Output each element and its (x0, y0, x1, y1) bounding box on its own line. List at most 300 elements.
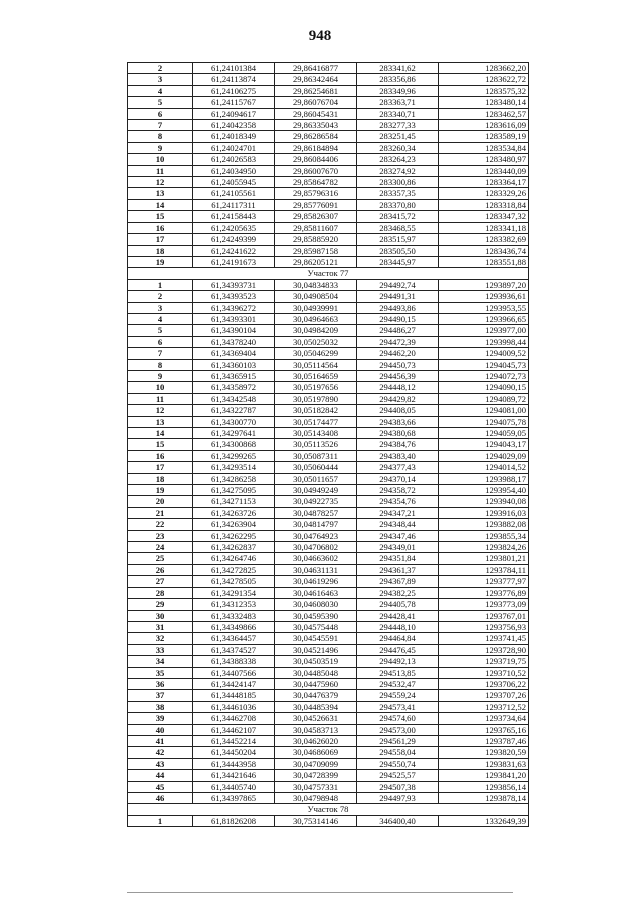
point-number-cell: 21 (128, 507, 193, 518)
x-coordinate-cell: 294428,41 (357, 610, 439, 621)
point-number-cell: 13 (128, 416, 193, 427)
longitude-cell: 30,05113526 (275, 439, 357, 450)
latitude-cell: 61,24106275 (193, 85, 275, 96)
longitude-cell: 30,05114564 (275, 359, 357, 370)
latitude-cell: 61,34424147 (193, 678, 275, 689)
longitude-cell: 30,05087311 (275, 450, 357, 461)
y-coordinate-cell: 1283364,17 (439, 177, 529, 188)
longitude-cell: 30,04834833 (275, 279, 357, 290)
x-coordinate-cell: 283515,97 (357, 234, 439, 245)
table-row (128, 519, 529, 530)
x-coordinate-cell: 294367,89 (357, 576, 439, 587)
table-row (128, 245, 529, 256)
point-number-cell: 11 (128, 165, 193, 176)
x-coordinate-cell: 283363,71 (357, 97, 439, 108)
point-number-cell: 12 (128, 177, 193, 188)
x-coordinate-cell: 294354,76 (357, 496, 439, 507)
point-number-cell: 15 (128, 439, 193, 450)
y-coordinate-cell: 1293777,97 (439, 576, 529, 587)
y-coordinate-cell: 1293856,14 (439, 781, 529, 792)
longitude-cell: 30,04475960 (275, 678, 357, 689)
y-coordinate-cell: 1293756,93 (439, 621, 529, 632)
longitude-cell: 29,86045431 (275, 108, 357, 119)
longitude-cell: 30,04608030 (275, 599, 357, 610)
point-number-cell: 39 (128, 713, 193, 724)
longitude-cell: 30,04476379 (275, 690, 357, 701)
point-number-cell: 40 (128, 724, 193, 735)
latitude-cell: 61,34299265 (193, 450, 275, 461)
point-number-cell: 12 (128, 405, 193, 416)
y-coordinate-cell: 1293855,34 (439, 530, 529, 541)
table-row (128, 793, 529, 804)
point-number-cell: 28 (128, 587, 193, 598)
table-row (128, 770, 529, 781)
y-coordinate-cell: 1283347,32 (439, 211, 529, 222)
y-coordinate-cell: 1283616,09 (439, 120, 529, 131)
table-row (128, 165, 529, 176)
point-number-cell: 22 (128, 519, 193, 530)
x-coordinate-cell: 294558,04 (357, 747, 439, 758)
longitude-cell: 30,05011657 (275, 473, 357, 484)
x-coordinate-cell: 294491,31 (357, 291, 439, 302)
point-number-cell: 10 (128, 382, 193, 393)
point-number-cell: 9 (128, 370, 193, 381)
y-coordinate-cell: 1294081,00 (439, 405, 529, 416)
x-coordinate-cell: 294525,57 (357, 770, 439, 781)
longitude-cell: 30,04878257 (275, 507, 357, 518)
longitude-cell: 29,85885920 (275, 234, 357, 245)
table-row (128, 735, 529, 746)
y-coordinate-cell: 1293988,17 (439, 473, 529, 484)
latitude-cell: 61,34374527 (193, 644, 275, 655)
latitude-cell: 61,34291354 (193, 587, 275, 598)
x-coordinate-cell: 294348,44 (357, 519, 439, 530)
x-coordinate-cell: 294493,86 (357, 302, 439, 313)
longitude-cell: 30,05143408 (275, 428, 357, 439)
table-row (128, 74, 529, 85)
table-row (128, 405, 529, 416)
latitude-cell: 61,24024701 (193, 142, 275, 153)
table-row (128, 701, 529, 712)
y-coordinate-cell: 1283318,84 (439, 199, 529, 210)
table-row (128, 690, 529, 701)
longitude-cell: 30,04706802 (275, 542, 357, 553)
latitude-cell: 61,34360103 (193, 359, 275, 370)
latitude-cell: 61,24115767 (193, 97, 275, 108)
longitude-cell: 30,04922735 (275, 496, 357, 507)
longitude-cell: 30,05174477 (275, 416, 357, 427)
y-coordinate-cell: 1283440,09 (439, 165, 529, 176)
longitude-cell: 30,04545591 (275, 633, 357, 644)
longitude-cell: 29,85776091 (275, 199, 357, 210)
y-coordinate-cell: 1283622,72 (439, 74, 529, 85)
point-number-cell: 2 (128, 63, 193, 74)
point-number-cell: 38 (128, 701, 193, 712)
table-row (128, 747, 529, 758)
latitude-cell: 61,24205635 (193, 222, 275, 233)
longitude-cell: 30,05197656 (275, 382, 357, 393)
point-number-cell: 18 (128, 473, 193, 484)
longitude-cell: 30,05182842 (275, 405, 357, 416)
y-coordinate-cell: 1294029,09 (439, 450, 529, 461)
y-coordinate-cell: 1283480,14 (439, 97, 529, 108)
x-coordinate-cell: 294497,93 (357, 793, 439, 804)
point-number-cell: 15 (128, 211, 193, 222)
point-number-cell: 14 (128, 428, 193, 439)
y-coordinate-cell: 1293916,03 (439, 507, 529, 518)
x-coordinate-cell: 294513,85 (357, 667, 439, 678)
x-coordinate-cell: 283505,50 (357, 245, 439, 256)
point-number-cell: 16 (128, 450, 193, 461)
longitude-cell: 29,85987158 (275, 245, 357, 256)
table-row (128, 815, 529, 826)
point-number-cell: 1 (128, 815, 193, 826)
point-number-cell: 31 (128, 621, 193, 632)
y-coordinate-cell: 1293728,90 (439, 644, 529, 655)
page-number: 948 (308, 28, 332, 44)
longitude-cell: 30,05060444 (275, 462, 357, 473)
y-coordinate-cell: 1293831,63 (439, 758, 529, 769)
longitude-cell: 30,04709099 (275, 758, 357, 769)
table-row (128, 644, 529, 655)
section-header-row (128, 804, 529, 815)
point-number-cell: 27 (128, 576, 193, 587)
table-row (128, 120, 529, 131)
x-coordinate-cell: 294347,21 (357, 507, 439, 518)
x-coordinate-cell: 283356,86 (357, 74, 439, 85)
table-row (128, 485, 529, 496)
latitude-cell: 61,34443958 (193, 758, 275, 769)
x-coordinate-cell: 294358,72 (357, 485, 439, 496)
latitude-cell: 61,34271153 (193, 496, 275, 507)
table-row (128, 234, 529, 245)
latitude-cell: 61,34278505 (193, 576, 275, 587)
point-number-cell: 35 (128, 667, 193, 678)
x-coordinate-cell: 283264,23 (357, 154, 439, 165)
table-row (128, 450, 529, 461)
y-coordinate-cell: 1293784,11 (439, 564, 529, 575)
y-coordinate-cell: 1294009,52 (439, 348, 529, 359)
longitude-cell: 29,85864782 (275, 177, 357, 188)
point-number-cell: 7 (128, 348, 193, 359)
table-row (128, 131, 529, 142)
latitude-cell: 61,24241622 (193, 245, 275, 256)
latitude-cell: 61,34378240 (193, 336, 275, 347)
latitude-cell: 61,34275095 (193, 485, 275, 496)
x-coordinate-cell: 294384,76 (357, 439, 439, 450)
x-coordinate-cell: 283468,55 (357, 222, 439, 233)
table-row (128, 108, 529, 119)
x-coordinate-cell: 294349,01 (357, 542, 439, 553)
longitude-cell: 29,86007670 (275, 165, 357, 176)
x-coordinate-cell: 294383,40 (357, 450, 439, 461)
y-coordinate-cell: 1294045,73 (439, 359, 529, 370)
x-coordinate-cell: 283300,86 (357, 177, 439, 188)
longitude-cell: 30,04595390 (275, 610, 357, 621)
table-row (128, 199, 529, 210)
latitude-cell: 61,24055945 (193, 177, 275, 188)
latitude-cell: 61,34462107 (193, 724, 275, 735)
point-number-cell: 43 (128, 758, 193, 769)
table-row (128, 542, 529, 553)
y-coordinate-cell: 1293773,09 (439, 599, 529, 610)
table-row (128, 256, 529, 267)
x-coordinate-cell: 294448,10 (357, 621, 439, 632)
point-number-cell: 23 (128, 530, 193, 541)
table-row (128, 370, 529, 381)
table-row (128, 587, 529, 598)
table-row (128, 667, 529, 678)
section-title: Участок 77 (128, 268, 529, 279)
latitude-cell: 61,34264746 (193, 553, 275, 564)
table-row (128, 724, 529, 735)
x-coordinate-cell: 294405,78 (357, 599, 439, 610)
latitude-cell: 61,34263726 (193, 507, 275, 518)
longitude-cell: 30,04626020 (275, 735, 357, 746)
latitude-cell: 61,34448185 (193, 690, 275, 701)
longitude-cell: 30,04583713 (275, 724, 357, 735)
x-coordinate-cell: 294476,45 (357, 644, 439, 655)
point-number-cell: 41 (128, 735, 193, 746)
longitude-cell: 29,85826307 (275, 211, 357, 222)
y-coordinate-cell: 1294075,78 (439, 416, 529, 427)
x-coordinate-cell: 294408,05 (357, 405, 439, 416)
longitude-cell: 30,04619296 (275, 576, 357, 587)
latitude-cell: 61,34393301 (193, 313, 275, 324)
x-coordinate-cell: 294507,38 (357, 781, 439, 792)
x-coordinate-cell: 283274,92 (357, 165, 439, 176)
longitude-cell: 29,86205121 (275, 256, 357, 267)
latitude-cell: 61,34272825 (193, 564, 275, 575)
latitude-cell: 61,34405740 (193, 781, 275, 792)
y-coordinate-cell: 1294043,17 (439, 439, 529, 450)
y-coordinate-cell: 1294072,73 (439, 370, 529, 381)
table-row (128, 188, 529, 199)
latitude-cell: 61,24034950 (193, 165, 275, 176)
point-number-cell: 33 (128, 644, 193, 655)
latitude-cell: 61,24026583 (193, 154, 275, 165)
table-row (128, 428, 529, 439)
point-number-cell: 4 (128, 313, 193, 324)
table-row (128, 416, 529, 427)
table-row (128, 336, 529, 347)
y-coordinate-cell: 1293776,89 (439, 587, 529, 598)
table-row (128, 633, 529, 644)
y-coordinate-cell: 1293706,22 (439, 678, 529, 689)
x-coordinate-cell: 283251,45 (357, 131, 439, 142)
table-row (128, 553, 529, 564)
point-number-cell: 7 (128, 120, 193, 131)
table-row (128, 85, 529, 96)
longitude-cell: 30,04663602 (275, 553, 357, 564)
longitude-cell: 29,86076704 (275, 97, 357, 108)
longitude-cell: 30,05164659 (275, 370, 357, 381)
latitude-cell: 61,34396272 (193, 302, 275, 313)
latitude-cell: 61,34332483 (193, 610, 275, 621)
y-coordinate-cell: 1293734,64 (439, 713, 529, 724)
table-row (128, 279, 529, 290)
table-row (128, 507, 529, 518)
point-number-cell: 8 (128, 359, 193, 370)
latitude-cell: 61,34342548 (193, 393, 275, 404)
table-row (128, 564, 529, 575)
point-number-cell: 18 (128, 245, 193, 256)
table-row (128, 222, 529, 233)
x-coordinate-cell: 283340,71 (357, 108, 439, 119)
longitude-cell: 30,04908504 (275, 291, 357, 302)
table-row (128, 439, 529, 450)
longitude-cell: 29,86416877 (275, 63, 357, 74)
point-number-cell: 45 (128, 781, 193, 792)
longitude-cell: 30,04764923 (275, 530, 357, 541)
latitude-cell: 61,34393731 (193, 279, 275, 290)
table-row (128, 177, 529, 188)
y-coordinate-cell: 1283534,84 (439, 142, 529, 153)
latitude-cell: 61,34365915 (193, 370, 275, 381)
point-number-cell: 2 (128, 291, 193, 302)
point-number-cell: 42 (128, 747, 193, 758)
x-coordinate-cell: 283357,35 (357, 188, 439, 199)
y-coordinate-cell: 1293954,40 (439, 485, 529, 496)
table-row (128, 496, 529, 507)
longitude-cell: 29,86254681 (275, 85, 357, 96)
x-coordinate-cell: 294561,29 (357, 735, 439, 746)
latitude-cell: 61,24101384 (193, 63, 275, 74)
point-number-cell: 19 (128, 256, 193, 267)
x-coordinate-cell: 294462,20 (357, 348, 439, 359)
point-number-cell: 5 (128, 97, 193, 108)
point-number-cell: 13 (128, 188, 193, 199)
coordinates-table (127, 62, 529, 827)
point-number-cell: 26 (128, 564, 193, 575)
y-coordinate-cell: 1293707,26 (439, 690, 529, 701)
x-coordinate-cell: 294550,74 (357, 758, 439, 769)
point-number-cell: 11 (128, 393, 193, 404)
latitude-cell: 61,34452214 (193, 735, 275, 746)
table-row (128, 325, 529, 336)
longitude-cell: 30,04984209 (275, 325, 357, 336)
point-number-cell: 46 (128, 793, 193, 804)
latitude-cell: 61,34450204 (193, 747, 275, 758)
table-row (128, 576, 529, 587)
longitude-cell: 30,04814797 (275, 519, 357, 530)
point-number-cell: 20 (128, 496, 193, 507)
table-row (128, 621, 529, 632)
point-number-cell: 25 (128, 553, 193, 564)
x-coordinate-cell: 294490,15 (357, 313, 439, 324)
section-header-row (128, 268, 529, 279)
latitude-cell: 61,24158443 (193, 211, 275, 222)
latitude-cell: 61,34407566 (193, 667, 275, 678)
y-coordinate-cell: 1293787,46 (439, 735, 529, 746)
latitude-cell: 61,34312353 (193, 599, 275, 610)
y-coordinate-cell: 1293801,21 (439, 553, 529, 564)
latitude-cell: 61,34293514 (193, 462, 275, 473)
x-coordinate-cell: 294456,39 (357, 370, 439, 381)
y-coordinate-cell: 1332649,39 (439, 815, 529, 826)
x-coordinate-cell: 294492,74 (357, 279, 439, 290)
x-coordinate-cell: 283277,33 (357, 120, 439, 131)
latitude-cell: 61,34262295 (193, 530, 275, 541)
longitude-cell: 30,05025032 (275, 336, 357, 347)
y-coordinate-cell: 1283480,97 (439, 154, 529, 165)
longitude-cell: 30,04949249 (275, 485, 357, 496)
longitude-cell: 30,05046299 (275, 348, 357, 359)
latitude-cell: 61,24249399 (193, 234, 275, 245)
longitude-cell: 30,04631131 (275, 564, 357, 575)
longitude-cell: 29,86184894 (275, 142, 357, 153)
point-number-cell: 10 (128, 154, 193, 165)
y-coordinate-cell: 1283382,69 (439, 234, 529, 245)
x-coordinate-cell: 294351,84 (357, 553, 439, 564)
table-row (128, 462, 529, 473)
x-coordinate-cell: 294361,37 (357, 564, 439, 575)
y-coordinate-cell: 1293953,55 (439, 302, 529, 313)
x-coordinate-cell: 283445,97 (357, 256, 439, 267)
latitude-cell: 61,34397865 (193, 793, 275, 804)
section-title: Участок 78 (128, 804, 529, 815)
longitude-cell: 30,75314146 (275, 815, 357, 826)
longitude-cell: 29,86084406 (275, 154, 357, 165)
longitude-cell: 29,86342464 (275, 74, 357, 85)
point-number-cell: 29 (128, 599, 193, 610)
table-row (128, 211, 529, 222)
point-number-cell: 14 (128, 199, 193, 210)
y-coordinate-cell: 1294059,05 (439, 428, 529, 439)
table-row (128, 302, 529, 313)
table-row (128, 291, 529, 302)
latitude-cell: 61,34462708 (193, 713, 275, 724)
y-coordinate-cell: 1283436,74 (439, 245, 529, 256)
longitude-cell: 30,04521496 (275, 644, 357, 655)
point-number-cell: 17 (128, 462, 193, 473)
longitude-cell: 30,04757331 (275, 781, 357, 792)
latitude-cell: 61,34390104 (193, 325, 275, 336)
longitude-cell: 30,04485048 (275, 667, 357, 678)
point-number-cell: 36 (128, 678, 193, 689)
x-coordinate-cell: 294464,84 (357, 633, 439, 644)
y-coordinate-cell: 1283462,57 (439, 108, 529, 119)
y-coordinate-cell: 1293966,65 (439, 313, 529, 324)
longitude-cell: 30,04485394 (275, 701, 357, 712)
x-coordinate-cell: 294450,73 (357, 359, 439, 370)
x-coordinate-cell: 294486,27 (357, 325, 439, 336)
y-coordinate-cell: 1283589,19 (439, 131, 529, 142)
longitude-cell: 30,04728399 (275, 770, 357, 781)
latitude-cell: 61,24113874 (193, 74, 275, 85)
table-row (128, 473, 529, 484)
y-coordinate-cell: 1293977,00 (439, 325, 529, 336)
table-row (128, 97, 529, 108)
point-number-cell: 4 (128, 85, 193, 96)
point-number-cell: 32 (128, 633, 193, 644)
latitude-cell: 61,34364457 (193, 633, 275, 644)
y-coordinate-cell: 1293765,16 (439, 724, 529, 735)
latitude-cell: 61,24042358 (193, 120, 275, 131)
point-number-cell: 8 (128, 131, 193, 142)
x-coordinate-cell: 294429,82 (357, 393, 439, 404)
latitude-cell: 61,34262837 (193, 542, 275, 553)
longitude-cell: 29,85796316 (275, 188, 357, 199)
x-coordinate-cell: 294370,14 (357, 473, 439, 484)
y-coordinate-cell: 1293882,08 (439, 519, 529, 530)
latitude-cell: 61,81826208 (193, 815, 275, 826)
table-row (128, 758, 529, 769)
x-coordinate-cell: 294573,41 (357, 701, 439, 712)
table-row (128, 678, 529, 689)
table-row (128, 599, 529, 610)
x-coordinate-cell: 283341,62 (357, 63, 439, 74)
